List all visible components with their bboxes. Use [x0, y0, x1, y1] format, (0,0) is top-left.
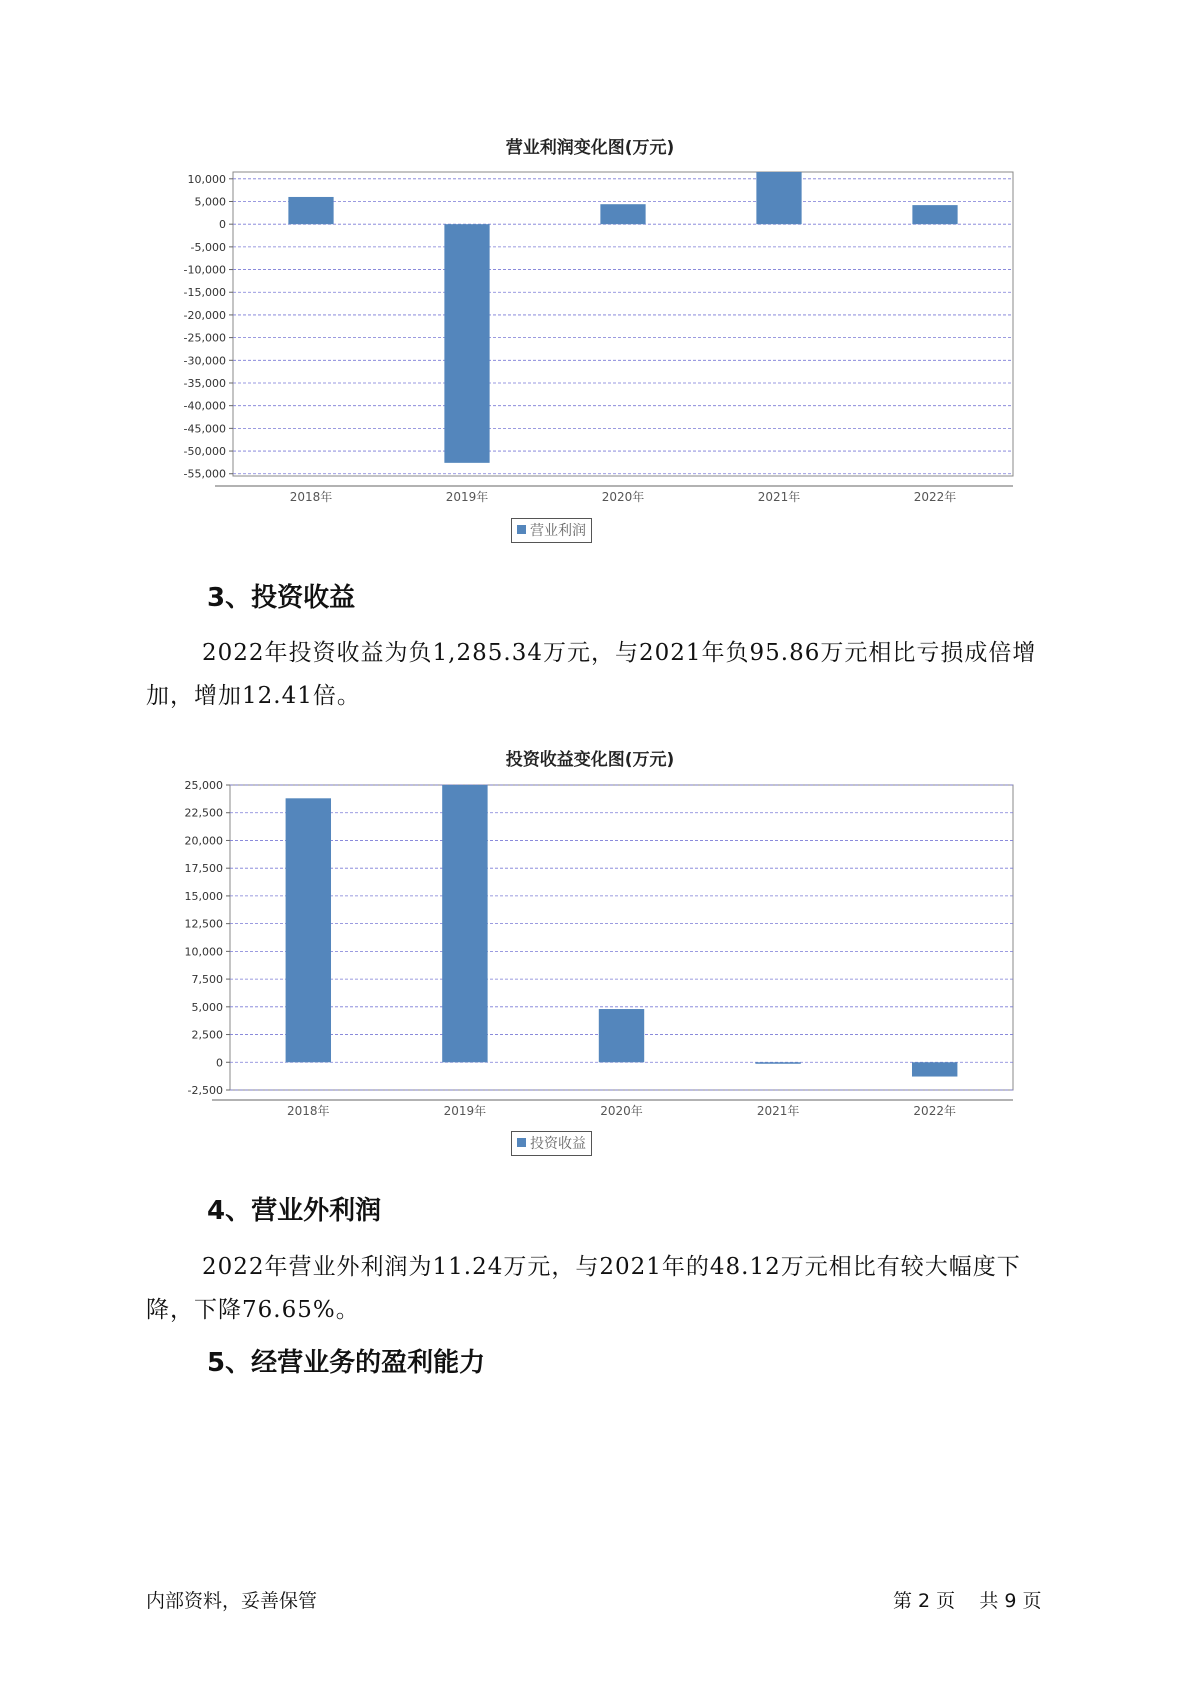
x-tick-label: 2018年	[289, 490, 333, 504]
bar-2022年	[912, 1062, 957, 1076]
y-tick-label: -20,000	[183, 308, 226, 322]
chart-title: 投资收益变化图(万元)	[505, 750, 675, 770]
y-tick-label: 2,500	[191, 1028, 223, 1042]
bar-2019年	[442, 785, 487, 1062]
section-heading-non-operating-profit: 4、营业外利润	[207, 1196, 382, 1226]
legend-swatch	[517, 1138, 526, 1147]
section-heading-business-profitability: 5、经营业务的盈利能力	[207, 1348, 486, 1378]
y-tick-label: 5,000	[191, 1000, 223, 1014]
y-tick-label: 10,000	[184, 945, 223, 959]
bar-2018年	[288, 197, 333, 224]
y-tick-label: -5,000	[190, 240, 226, 254]
x-tick-label: 2019年	[445, 490, 489, 504]
section-heading-investment-income: 3、投资收益	[207, 583, 356, 613]
y-tick-label: -35,000	[183, 376, 226, 390]
y-tick-label: -30,000	[183, 354, 226, 368]
y-tick-label: 0	[216, 1056, 223, 1070]
bar-2019年	[444, 224, 489, 463]
y-tick-label: 15,000	[184, 889, 223, 903]
y-tick-label: 12,500	[184, 917, 223, 931]
y-tick-label: -55,000	[183, 467, 226, 481]
bar-2020年	[600, 204, 645, 224]
chart-legend	[511, 1131, 592, 1156]
bar-2020年	[599, 1009, 644, 1062]
bar-2018年	[286, 798, 331, 1062]
x-tick-label: 2019年	[443, 1104, 487, 1118]
bar-2021年	[756, 172, 801, 224]
legend-label: 营业利润	[530, 523, 586, 539]
y-tick-label: -25,000	[183, 331, 226, 345]
investment-income-plot	[150, 742, 1030, 1132]
x-tick-label: 2020年	[601, 490, 645, 504]
y-tick-label: 22,500	[184, 806, 223, 820]
y-tick-label: 7,500	[191, 973, 223, 987]
paragraph-investment-income: 2022年投资收益为负1,285.34万元，与2021年负95.86万元相比亏损成倍增加，增加12.41倍。	[146, 640, 1037, 709]
x-tick-label: 2020年	[600, 1104, 643, 1118]
y-tick-label: 17,500	[184, 862, 223, 876]
y-tick-label: -40,000	[183, 399, 226, 413]
y-tick-label: -50,000	[183, 445, 226, 459]
chart-legend	[511, 518, 592, 543]
y-tick-label: -10,000	[183, 263, 226, 277]
footer-page-number: 第 2 页 共 9 页	[893, 1590, 1042, 1612]
x-tick-label: 2022年	[913, 490, 957, 504]
y-tick-label: -2,500	[187, 1084, 223, 1097]
legend-swatch	[517, 525, 526, 534]
x-tick-label: 2021年	[757, 490, 801, 504]
y-tick-label: 10,000	[187, 172, 226, 186]
bar-2021年	[755, 1062, 800, 1064]
legend-label: 投资收益	[530, 1136, 586, 1152]
operating-profit-plot	[150, 130, 1030, 510]
y-tick-label: 0	[219, 218, 226, 232]
footer-confidential-note: 内部资料，妥善保管	[146, 1590, 318, 1612]
paragraph-non-operating-profit: 2022年营业外利润为11.24万元，与2021年的48.12万元相比有较大幅度下降，下降76.65%。	[146, 1254, 1021, 1323]
y-tick-label: 25,000	[184, 779, 223, 792]
y-tick-label: 5,000	[194, 195, 226, 209]
x-tick-label: 2018年	[287, 1104, 330, 1118]
y-tick-label: -45,000	[183, 422, 226, 436]
bar-2022年	[912, 205, 957, 224]
x-tick-label: 2021年	[756, 1104, 800, 1118]
y-tick-label: 20,000	[184, 834, 223, 848]
y-tick-label: -15,000	[183, 286, 226, 300]
chart-title: 营业利润变化图(万元)	[505, 138, 675, 158]
x-tick-label: 2022年	[913, 1104, 956, 1118]
